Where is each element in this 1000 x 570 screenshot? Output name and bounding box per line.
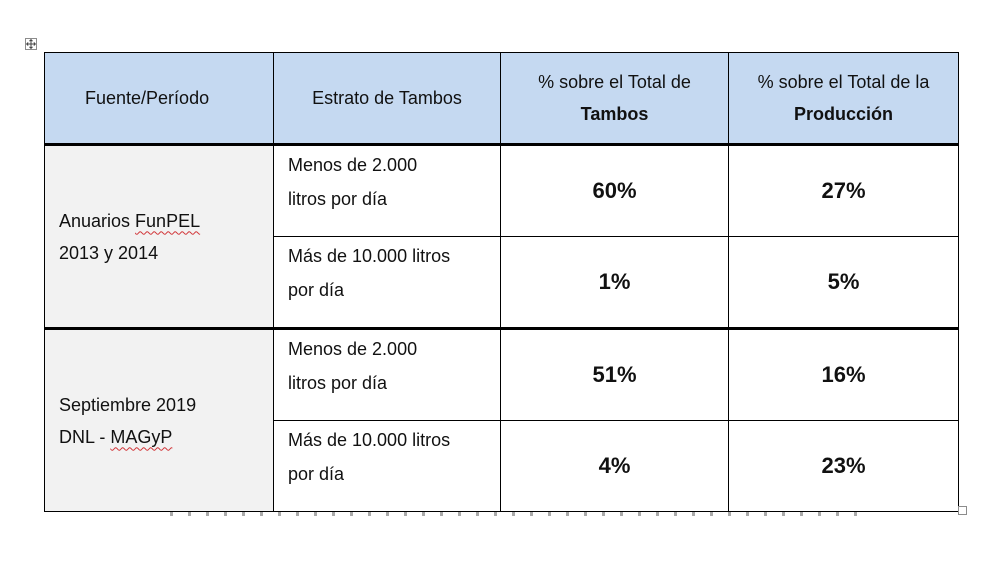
source-text: Anuarios [59, 210, 136, 231]
strata-line-1: Más de 10.000 litros [288, 430, 451, 450]
strata-line-1: Menos de 2.000 [288, 339, 418, 359]
source-line-1: Septiembre 2019 [59, 394, 197, 415]
strata-cell[interactable] [274, 421, 501, 512]
header-pct-tambos-line1: % sobre el Total de [538, 72, 691, 92]
strata-cell[interactable] [274, 237, 501, 329]
strata-line-2: litros por día [288, 189, 388, 209]
header-cell-strata[interactable] [274, 53, 501, 145]
source-cell[interactable] [45, 145, 274, 329]
source-line-2 [59, 421, 273, 453]
table-header-row [45, 53, 959, 145]
source-cell[interactable] [45, 329, 274, 512]
strata-line-2: por día [288, 280, 345, 300]
strata-cell[interactable] [274, 145, 501, 237]
table-row [45, 329, 959, 421]
data-table [44, 52, 959, 512]
header-pct-produccion-line2: Producción [793, 104, 893, 124]
source-line-2: 2013 y 2014 [59, 242, 159, 263]
table-move-handle-icon[interactable] [25, 38, 37, 50]
pct-produccion-cell[interactable]: 5% [729, 237, 959, 329]
pct-tambos-cell[interactable]: 51% [501, 329, 729, 421]
pct-tambos-cell[interactable]: 1% [501, 237, 729, 329]
header-pct-tambos-line2: Tambos [580, 104, 649, 124]
pct-tambos-cell[interactable]: 4% [501, 421, 729, 512]
header-cell-pct-tambos[interactable] [501, 53, 729, 145]
table-row [45, 145, 959, 237]
pct-tambos-cell[interactable]: 60% [501, 145, 729, 237]
header-strata-label: Estrato de Tambos [312, 88, 462, 108]
spellcheck-word: MAGyP [110, 426, 173, 447]
spellcheck-word: FunPEL [135, 210, 201, 231]
pct-produccion-cell[interactable]: 16% [729, 329, 959, 421]
header-cell-pct-produccion[interactable] [729, 53, 959, 145]
source-line-1 [59, 205, 273, 237]
header-cell-source[interactable] [45, 53, 274, 145]
cut-off-text-line [170, 512, 860, 516]
header-pct-produccion-line1: % sobre el Total de la [757, 72, 930, 92]
pct-produccion-cell[interactable]: 27% [729, 145, 959, 237]
strata-cell[interactable] [274, 329, 501, 421]
pct-produccion-cell[interactable]: 23% [729, 421, 959, 512]
strata-line-1: Menos de 2.000 [288, 155, 418, 175]
strata-line-2: por día [288, 464, 345, 484]
table-resize-handle-icon[interactable] [958, 506, 967, 515]
header-source-label: Fuente/Período [85, 88, 210, 108]
strata-line-2: litros por día [288, 373, 388, 393]
strata-line-1: Más de 10.000 litros [288, 246, 451, 266]
source-text: DNL - [59, 426, 111, 447]
